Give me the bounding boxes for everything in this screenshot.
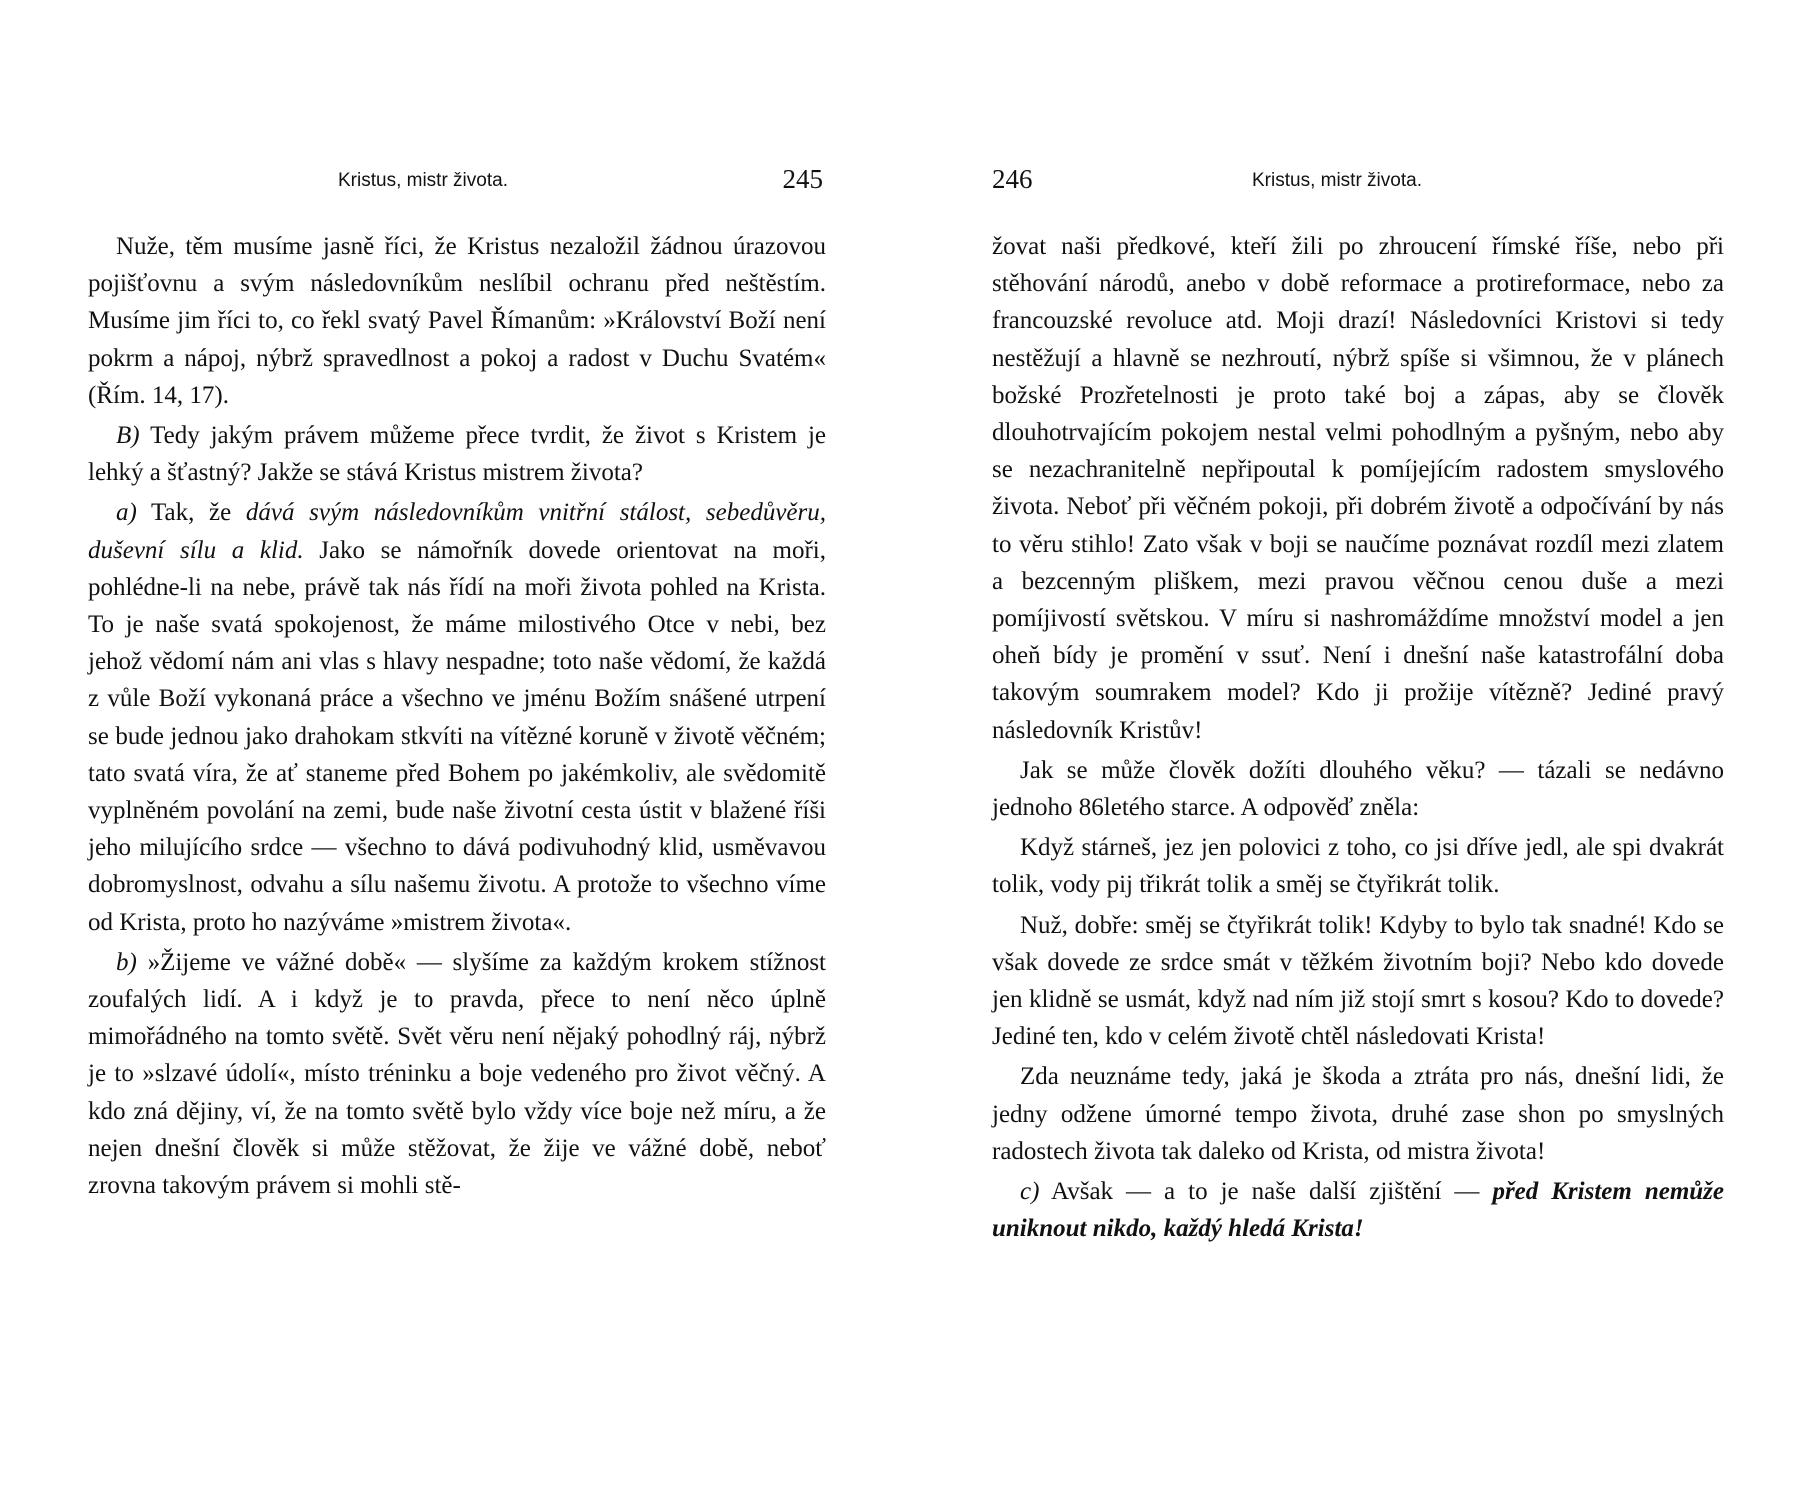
text-run: Jak se může člověk dožíti dlouhého věku? — tázali se nedávno jednoho 86letého starce. A odpověď zněla: [992, 756, 1724, 822]
text-run: Zda neuznáme tedy, jaká je škoda a ztráta pro nás, dnešní lidi, že jedny odžene úmorné tempo života, druhé zase shon po smyslných radostech života tak daleko od Krista, od mistra života! [992, 1063, 1724, 1165]
text-run: Nuž, dobře: směj se čtyřikrát tolik! Kdyby to bylo tak snadné! Kdo se však dovede ze srdce smát v těžkém životním boji? Nebo kdo dovede jen klidně se usmát, když nad ním již stojí smrt s kosou? Kdo to dovede? Jediné ten, kdo v celém životě chtěl následovati Krista! [992, 911, 1724, 1051]
paragraph [992, 752, 1724, 826]
left-page-header [88, 166, 826, 206]
text-run: Jako se námořník dovede orientovat na moři, pohlédne-li na nebe, právě tak nás řídí na moři života pohled na Krista. To je naše svatá spokojenost, že máme milostivého Otce v nebi, bez jehož vědomí nám ani vlas s hlavy nespadne; toto naše vědomí, že každá z vůle Boží vykonaná práce a všechno ve jménu Božím snášené utrpení se bude jednou jako drahokam stkvíti na vítězné koruně v životě věčném; tato svatá víra, že ať staneme před Bohem po jakémkoliv, ale svědomitě vyplněném povolání na zemi, bude naše životní cesta ústit v blažené říši jeho milujícího srdce — všechno to dává podivuhodný klid, usměvavou dobromyslnost, odvahu a sílu našemu životu. A protože to všechno víme od Krista, proto ho nazýváme »mistrem života«. [88, 536, 826, 936]
emphasis-text: B) [116, 422, 140, 450]
right-page-header [992, 166, 1724, 206]
running-head: Kristus, mistr života. [338, 170, 508, 191]
paragraph [992, 1173, 1724, 1247]
text-run: žovat naši předkové, kteří žili po zhroucení římské říše, nebo při stěhování národů, anebo v době reformace a protireformace, nebo za francouzské revoluce atd. Moji drazí! Následovníci Kristovi si tedy nestěžují a hlavně se nezhroutí, nýbrž spíše si všimnou, že v plánech božské Prozřetelnosti je proto také boj a zápas, aby se člověk dlouhotrvajícím pokojem nestal velmi pohodlným a pyšným, nebo aby se nezachranitelně nepřipoutal k pomíjejícím radostem smyslového života. Neboť při věčném pokoji, při dobrém životě a odpočívání by nás to věru stihlo! Zato však v boji se naučíme poznávat rozdíl mezi zlatem a bezcenným pliškem, mezi pravou věčnou cenou duše a mezi pomíjivostí světskou. V míru si nashromáždíme množství model a jen oheň bídy je promění v ssuť. Není i dnešní naše katastrofální doba takovým soumrakem model? Kdo ji prožije vítězně? Jediné pravý následovník Kristův! [992, 233, 1724, 744]
emphasis-text: c) [1020, 1178, 1040, 1206]
paragraph [88, 494, 826, 940]
paragraph [88, 228, 826, 414]
paragraph [88, 944, 826, 1204]
paragraph [992, 907, 1724, 1056]
running-head: Kristus, mistr života. [1252, 170, 1422, 191]
emphasis-text: b) [116, 948, 137, 976]
paragraph [992, 1058, 1724, 1170]
text-run: Nuže, těm musíme jasně říci, že Kristus nezaložil žádnou úrazovou pojišťovnu a svým následovníkům neslíbil ochranu před neštěstím. Musíme jim říci to, co řekl svatý Pavel Římanům: »Království Boží není pokrm a nápoj, nýbrž spravedlnost a pokoj a radost v Duchu Svatém« (Řím. 14, 17). [88, 233, 826, 409]
emphasis-text: a) [116, 499, 137, 527]
left-page [88, 0, 826, 1500]
text-run: Když stárneš, jez jen polovici z toho, co jsi dříve jedl, ale spi dvakrát tolik, vody pij třikrát tolik a směj se čtyřikrát tolik. [992, 834, 1724, 899]
paragraph [88, 417, 826, 491]
page-number: 245 [782, 164, 823, 194]
text-run: Tedy jakým právem můžeme přece tvrdit, že život s Kristem je lehký a šťastný? Jakže se stává Kristus mistrem života? [88, 422, 826, 487]
paragraph [992, 829, 1724, 903]
paragraph [992, 228, 1724, 749]
right-page-body [992, 228, 1724, 1250]
emphasis-text: dává svým následovníkům vnitřní stálost, sebedůvěru, duševní sílu a klid. [88, 499, 826, 564]
right-page [992, 0, 1724, 1500]
emphasis-text: před Kristem nemůže uniknout nikdo, každý hledá Krista! [992, 1178, 1724, 1243]
page-number: 246 [992, 164, 1033, 194]
text-run: Tak, že [136, 499, 246, 527]
text-run: Avšak — a to je naše další zjištění — [1039, 1178, 1493, 1206]
left-page-body [88, 228, 826, 1207]
text-run: »Žijeme ve vážné době« — slyšíme za každým krokem stížnost zoufalých lidí. A i když je to pravda, přece to není něco úplně mimořádného na tomto světě. Svět věru není nějaký pohodlný ráj, nýbrž je to »slzavé údolí«, místo tréninku a boje vedeného pro život věčný. A kdo zná dějiny, ví, že na tomto světě bylo vždy více boje než míru, a že nejen dnešní člověk si může stěžovat, že žije ve vážné době, neboť zrovna takovým právem si mohli stě- [88, 948, 826, 1200]
